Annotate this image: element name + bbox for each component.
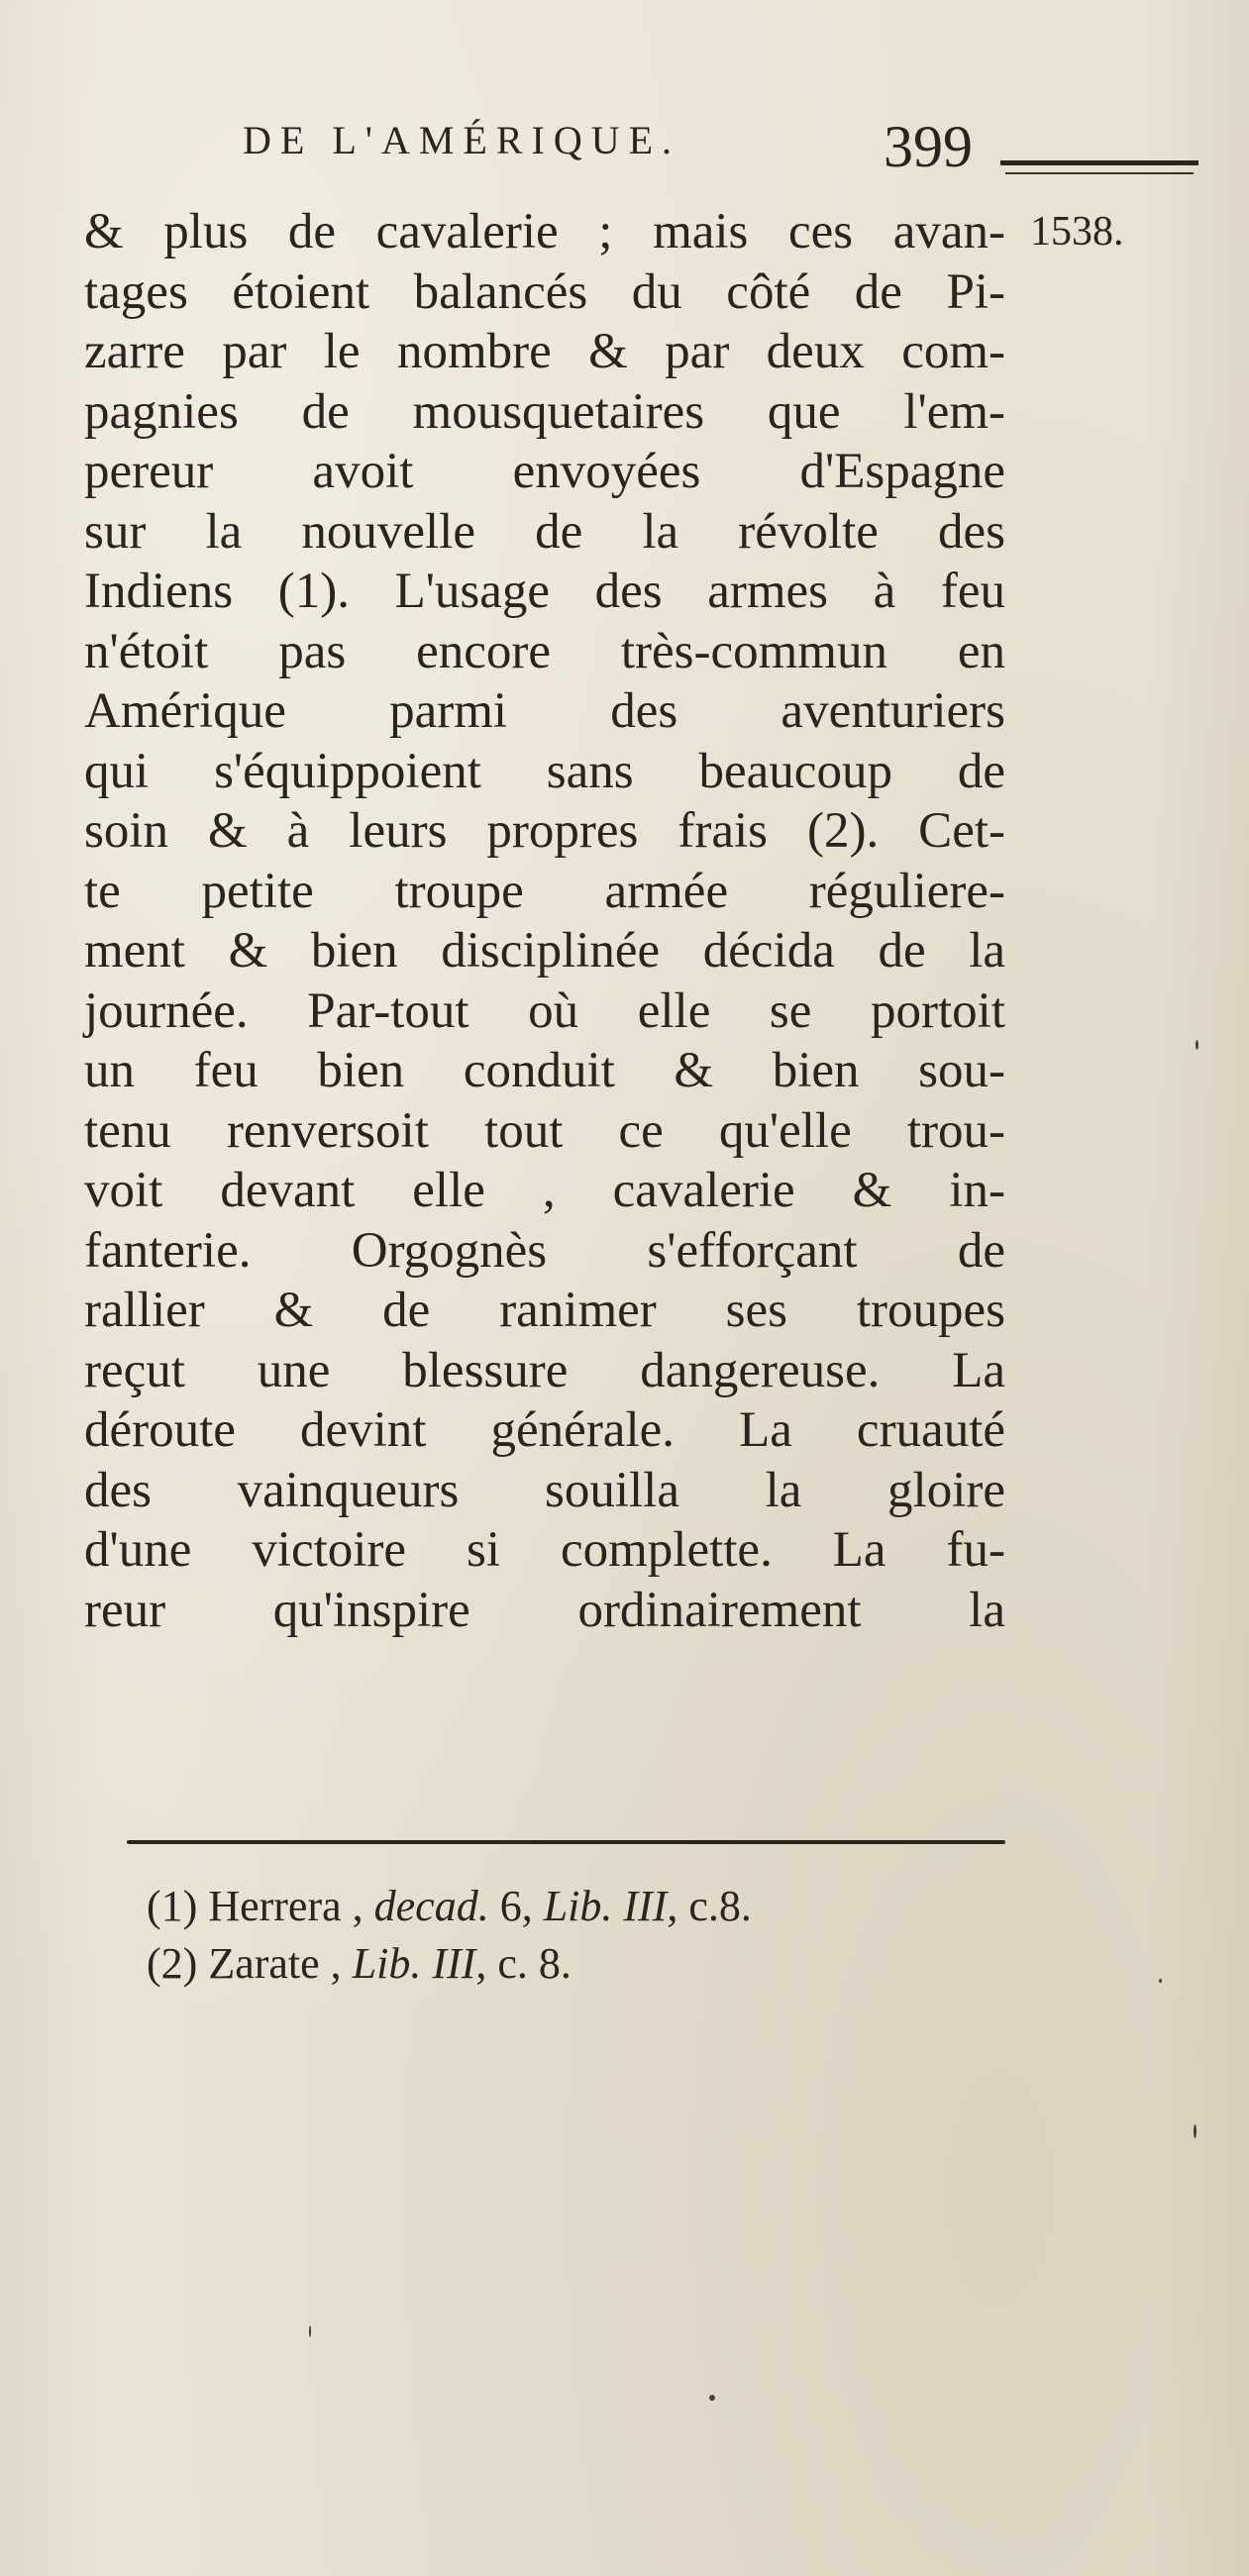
footnote-ref: decad.	[373, 1882, 489, 1930]
text-line: un feu bien conduit & bien sou-	[84, 1043, 1005, 1098]
text-line: déroute devint générale. La cruauté	[84, 1402, 1005, 1458]
footnote-2	[147, 1935, 752, 1993]
text-line: ment & bien disciplinée décida de la	[84, 923, 1005, 979]
paper-speck	[1194, 2124, 1197, 2138]
footnote-marker: (2)	[147, 1939, 198, 1988]
body-text	[84, 202, 1005, 1640]
text-line: te petite troupe armée réguliere-	[84, 863, 1005, 919]
text-line: pagnies de mousquetaires que l'em-	[84, 383, 1005, 440]
text-line: voit devant elle , cavalerie & in-	[84, 1163, 1005, 1218]
paper-speck	[309, 2325, 311, 2337]
header-rule-thin	[1005, 172, 1194, 174]
footnote-1	[147, 1878, 752, 1935]
text-line: zarre par le nombre & par deux com-	[84, 324, 1005, 379]
paper-speck	[1159, 1979, 1162, 1983]
footnote-marker: (1)	[147, 1882, 198, 1930]
text-line: pereur avoit envoyées d'Espagne	[84, 444, 1005, 499]
text-line: n'étoit pas encore très-commun en	[84, 623, 1005, 679]
footnote-author: Zarate ,	[208, 1939, 342, 1988]
text-line: tenu renversoit tout ce qu'elle trou-	[84, 1102, 1005, 1159]
margin-year-note: 1538.	[1030, 209, 1124, 255]
footnote-ref: , c.8.	[667, 1882, 752, 1930]
footnote-rule	[127, 1840, 1005, 1844]
footnote-ref: , c. 8.	[475, 1939, 572, 1988]
text-line: reçut une blessure dangereuse. La	[84, 1342, 1005, 1398]
text-line: rallier & de ranimer ses troupes	[84, 1283, 1005, 1338]
text-line: d'une victoire si complette. La fu-	[84, 1522, 1005, 1578]
text-line: Amérique parmi des aventuriers	[84, 683, 1005, 739]
footnote-author: Herrera ,	[208, 1882, 364, 1930]
text-line: journée. Par-tout où elle se portoit	[84, 982, 1005, 1039]
text-line: reur qu'inspire ordinairement la	[84, 1582, 1005, 1638]
text-line: tages étoient balancés du côté de Pi-	[84, 263, 1005, 320]
text-line: soin & à leurs propres frais (2). Cet-	[84, 803, 1005, 859]
paper-speck	[1196, 1040, 1198, 1050]
footnote-ref: Lib. III	[352, 1939, 476, 1988]
text-line: fanterie. Orgognès s'efforçant de	[84, 1222, 1005, 1279]
text-line: qui s'équippoient sans beaucoup de	[84, 743, 1005, 799]
text-line: des vainqueurs souilla la gloire	[84, 1462, 1005, 1518]
footnote-ref: Lib. III	[543, 1882, 668, 1930]
text-line: sur la nouvelle de la révolte des	[84, 503, 1005, 560]
text-line: & plus de cavalerie ; mais ces avan-	[84, 204, 1005, 259]
header-rule	[1000, 160, 1198, 165]
paper-speck	[709, 2395, 715, 2401]
page-number: 399	[884, 114, 973, 179]
footnotes	[147, 1878, 752, 1993]
footnote-ref: 6,	[499, 1882, 533, 1930]
text-line: Indiens (1). L'usage des armes à feu	[84, 564, 1005, 619]
running-title: DE L'AMÉRIQUE.	[243, 118, 681, 162]
